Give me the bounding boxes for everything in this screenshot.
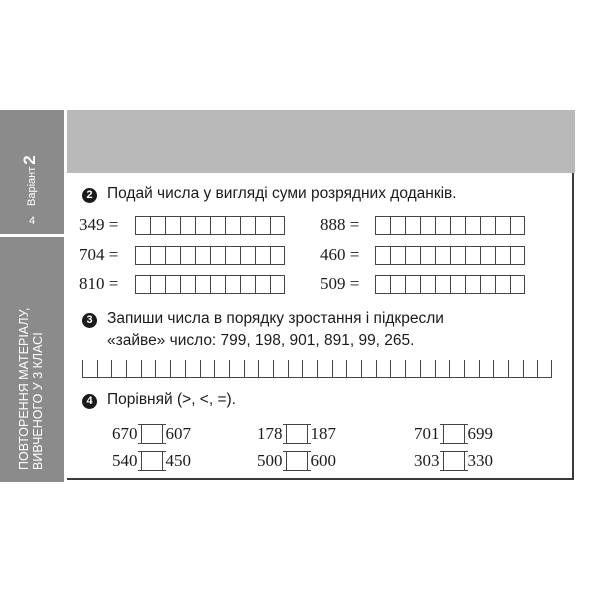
exercise-area xyxy=(67,173,574,480)
comparison-item: 670 607 xyxy=(112,424,191,444)
comparison-box[interactable] xyxy=(443,424,465,444)
comparison-box[interactable] xyxy=(443,451,465,471)
comparison-item: 178 187 xyxy=(257,424,336,444)
task-2-row-2-right: 460 = xyxy=(320,245,360,264)
topic-line-1: ПОВТОРЕННЯ МАТЕРІАЛУ, xyxy=(17,307,31,470)
task-2-row-3-left: 810 = xyxy=(79,274,119,293)
comparison-item: 540 450 xyxy=(112,451,191,471)
task-4-number: 4 xyxy=(82,394,97,409)
comparison-box[interactable] xyxy=(286,424,308,444)
comparison-box[interactable] xyxy=(141,424,163,444)
variant-label: Варіант2 xyxy=(20,155,39,206)
task-2-row-1-right: 888 = xyxy=(320,215,360,234)
answer-grid[interactable] xyxy=(375,275,525,294)
comparison-box[interactable] xyxy=(286,451,308,471)
comparison-box[interactable] xyxy=(141,451,163,471)
topic-line-2: ВИВЧЕНОГО У 3 КЛАСІ xyxy=(31,332,45,470)
comparison-item: 701 699 xyxy=(414,424,493,444)
task-4-instruction: Порівняй (>, <, =). xyxy=(107,391,236,408)
answer-grid[interactable] xyxy=(375,216,525,235)
answer-grid[interactable] xyxy=(375,246,525,265)
task-3-answer-line[interactable] xyxy=(82,360,552,378)
task-3-instruction-line-1: Запиши числа в порядку зростання і підкресли xyxy=(107,310,444,327)
comparison-item: 303 330 xyxy=(414,451,493,471)
task-3-instruction-line-2: «зайве» число: 799, 198, 901, 891, 99, 265. xyxy=(107,332,415,349)
task-2-row-2-left: 704 = xyxy=(79,245,119,264)
task-2-instruction: Подай числа у вигляді суми розрядних доданків. xyxy=(107,185,457,202)
header-band xyxy=(67,110,575,173)
answer-grid[interactable] xyxy=(135,216,285,235)
task-2-number: 2 xyxy=(82,188,97,203)
page-number: 4 xyxy=(28,215,36,227)
comparison-item: 500 600 xyxy=(257,451,336,471)
workbook-page xyxy=(0,110,600,482)
task-3-number: 3 xyxy=(82,313,97,328)
answer-grid[interactable] xyxy=(135,246,285,265)
variant-number: 2 xyxy=(20,155,39,165)
sidebar-variant-block xyxy=(0,110,64,234)
task-2-row-3-right: 509 = xyxy=(320,274,360,293)
answer-grid[interactable] xyxy=(135,275,285,294)
task-2-row-1-left: 349 = xyxy=(79,215,119,234)
